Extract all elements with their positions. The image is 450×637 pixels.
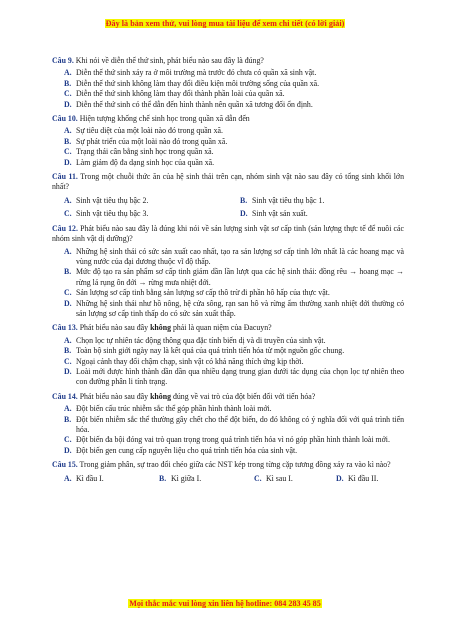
question-stem: Câu 12. Phát biểu nào sau đây là đúng khi nói về sản lượng sinh vật sơ cấp tinh (sản lượng thực tế để nuôi các nhóm sinh vật dị dưỡng)?: [52, 223, 404, 244]
option-grid: [64, 474, 404, 484]
option-d: D. Diễn thế thứ sinh có thể dẫn đến hình thành nên quần xã tương đối ổn định.: [64, 99, 313, 109]
option-c: C. Kì sau I.: [254, 473, 293, 483]
question-stem: Câu 14. Phát biểu nào sau đây không đúng về vai trò của đột biến đối với tiến hóa?: [52, 391, 316, 401]
option-c: C. Ngoại cảnh thay đổi chậm chạp, sinh vật có khả năng thích ứng kịp thời.: [64, 356, 304, 366]
option-d: D. Sinh vật sản xuất.: [240, 209, 308, 219]
question-11: [52, 172, 404, 220]
option-d: D. Làm giảm độ đa dạng sinh học của quần xã.: [64, 157, 215, 167]
option-b: B. Diễn thế thứ sinh không làm thay đổi điều kiện môi trường sống của quần xã.: [64, 78, 320, 88]
option-c: C. Trạng thái cân bằng sinh học trong quần xã.: [64, 147, 214, 157]
question-12: [52, 224, 404, 320]
question-10: [52, 114, 404, 168]
option-c: C. Đột biến đa bội đóng vai trò quan trọng trong quá trình tiến hóa vì nó góp phần hình thành loài mới.: [64, 435, 390, 445]
option-b: B. Sự phát triển của một loài nào đó trong quần xã.: [64, 136, 228, 146]
question-stem: Câu 15. Trong giảm phân, sự trao đổi chéo giữa các NST kép trong từng cặp tương đồng xảy ra vào kì nào?: [52, 460, 391, 470]
option-b: B. Đột biến nhiễm sắc thể thường gây chết cho thể đột biến, do đó không có ý nghĩa đối với quá trình tiến hóa.: [64, 414, 404, 434]
question-14: [52, 392, 404, 456]
question-stem: Câu 10. Hiện tượng khống chế sinh học trong quần xã dẫn đến: [52, 114, 250, 124]
option-d: D. Đột biến gen cung cấp nguyên liệu cho quá trình tiến hóa của sinh vật.: [64, 445, 298, 455]
option-d: D. Những hệ sinh thái như hồ nông, hệ cửa sông, rạn san hô và rừng ẩm thường xanh nhiệt đới thường có sản lượng sơ cấp tinh thấp do có sức sản xuất thấp.: [64, 298, 404, 318]
question-15: [52, 460, 404, 484]
option-d: D. Loài mới được hình thành dần dần qua nhiều dạng trung gian dưới tác dụng của chọn lọc tự nhiên theo con đường phân li tính trạng.: [64, 366, 404, 387]
preview-banner: Đây là bản xem thử, vui lòng mua tài liệu để xem chi tiết (có lời giải): [105, 19, 345, 28]
option-a: A. Những hệ sinh thái có sức sản xuất cao nhất, tạo ra sản lượng sơ cấp tinh lớn nhất là các hoang mạc và vùng nước của đại dương thuộc vĩ độ thấp.: [64, 246, 404, 266]
emphasis-not: không: [150, 323, 171, 333]
question-list: [52, 56, 404, 488]
option-a: A. Sinh vật tiêu thụ bậc 2.: [64, 195, 149, 205]
option-a: A. Kì đầu I.: [64, 473, 104, 483]
option-a: A. Đột biến cấu trúc nhiễm sắc thể góp phần hình thành loài mới.: [64, 404, 272, 414]
option-c: C. Sinh vật tiêu thụ bậc 3.: [64, 209, 149, 219]
hotline-footer: Mọi thắc mắc vui lòng xin liên hệ hotline: 084 283 45 85: [129, 599, 321, 608]
option-a: A. Sự tiêu diệt của một loài nào đó trong quần xã.: [64, 126, 223, 136]
option-d: D. Kì đầu II.: [336, 473, 379, 483]
emphasis-not: không: [150, 391, 171, 401]
option-b: B. Toàn bộ sinh giới ngày nay là kết quả của quá trình tiến hóa từ một nguồn gốc chung.: [64, 346, 345, 356]
question-stem: Câu 13. Phát biểu nào sau đây không phải là quan niệm của Đacuyn?: [52, 323, 272, 333]
option-b: B. Sinh vật tiêu thụ bậc 1.: [240, 195, 325, 205]
option-grid: [64, 196, 404, 220]
question-stem: Câu 11. Trong một chuỗi thức ăn của hệ sinh thái trên cạn, nhóm sinh vật nào sau đây có tổng sinh khối lớn nhất?: [52, 172, 405, 192]
option-b: B. Kì giữa I.: [159, 473, 202, 483]
question-stem: Câu 9. Khi nói về diễn thế thứ sinh, phát biểu nào sau đây là đúng?: [52, 56, 264, 65]
option-b: B. Mức độ tạo ra sản phẩm sơ cấp tinh giảm dần lần lượt qua các hệ sinh thái: đồng rêu → hoang mạc → rừng lá rụng ôn đới → rừng mưa nhiệt đới.: [64, 267, 404, 287]
option-a: A. Chọn lọc tự nhiên tác động thông qua đặc tính biến dị và di truyền của sinh vật.: [64, 335, 326, 345]
question-13: [52, 323, 404, 387]
question-9: [52, 56, 404, 110]
option-c: C. Diễn thế thứ sinh không làm thay đổi thành phần loài của quần xã.: [64, 89, 285, 99]
option-c: C. Sản lượng sơ cấp tinh bằng sản lượng sơ cấp thô trừ đi phần hô hấp của thực vật.: [64, 288, 330, 298]
option-a: A. Diễn thế thứ sinh xảy ra ở môi trường mà trước đó chưa có quần xã sinh vật.: [64, 68, 317, 78]
